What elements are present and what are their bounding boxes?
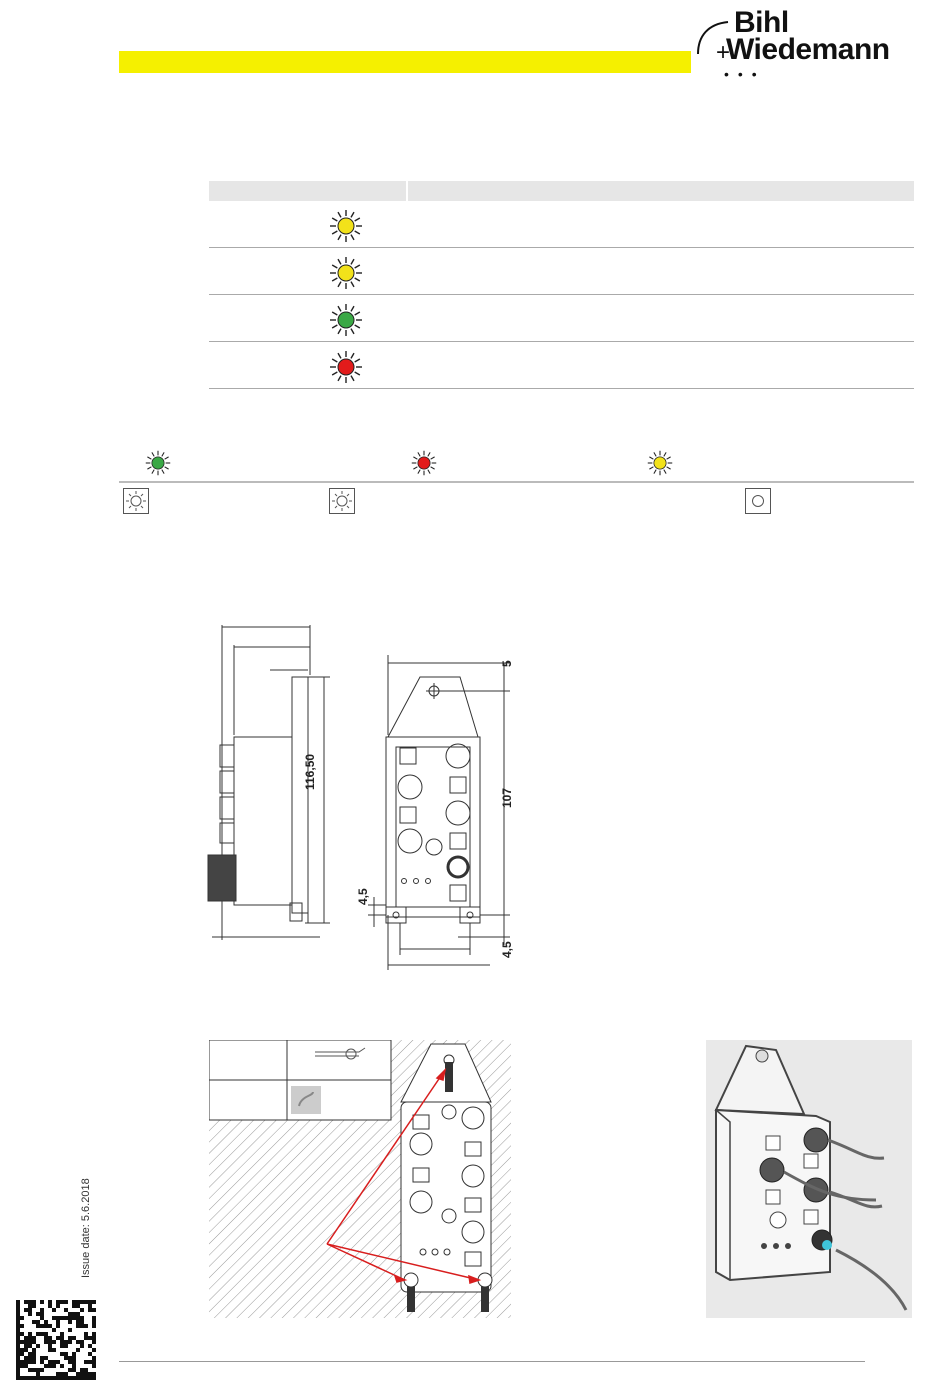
table-row — [209, 342, 914, 389]
brand-logo — [694, 6, 926, 80]
dim-height-label: 116,50 — [303, 753, 317, 790]
header-accent-bar — [119, 51, 691, 73]
footer-divider — [119, 1361, 865, 1362]
led-green-icon — [329, 303, 363, 337]
led-off-icon — [745, 488, 771, 514]
led-red-icon — [329, 350, 363, 384]
led-status-table — [209, 181, 914, 389]
table-row — [209, 248, 914, 295]
led-yellow-icon — [329, 209, 363, 243]
brand-line1: Bihl — [734, 6, 789, 39]
dim-length-label: 107 — [500, 787, 514, 808]
issue-date: Issue date: 5.6.2018 — [80, 1178, 92, 1278]
dim-top-label: 5 — [500, 660, 514, 667]
brand-plus: + — [716, 39, 731, 66]
led-on-red-icon — [411, 450, 437, 476]
dim-left-label: 4,5 — [356, 888, 370, 905]
table-row — [209, 201, 914, 248]
brand-line2: Wiedemann — [726, 33, 890, 66]
dim-bottom-label: 4,5 — [500, 941, 514, 958]
led-flashing-icon — [123, 488, 149, 514]
legend-row-on — [119, 447, 914, 483]
led-flashing-alt-icon — [329, 488, 355, 514]
brand-dots: ••• — [724, 66, 766, 82]
mounting-drawing — [209, 1040, 511, 1318]
led-on-yellow-icon — [647, 450, 673, 476]
led-on-green-icon — [145, 450, 171, 476]
table-header — [209, 181, 914, 201]
datamatrix-code — [16, 1300, 96, 1380]
table-row — [209, 295, 914, 342]
led-yellow-icon — [329, 256, 363, 290]
product-photo — [706, 1040, 912, 1318]
dimension-drawing — [190, 615, 530, 975]
